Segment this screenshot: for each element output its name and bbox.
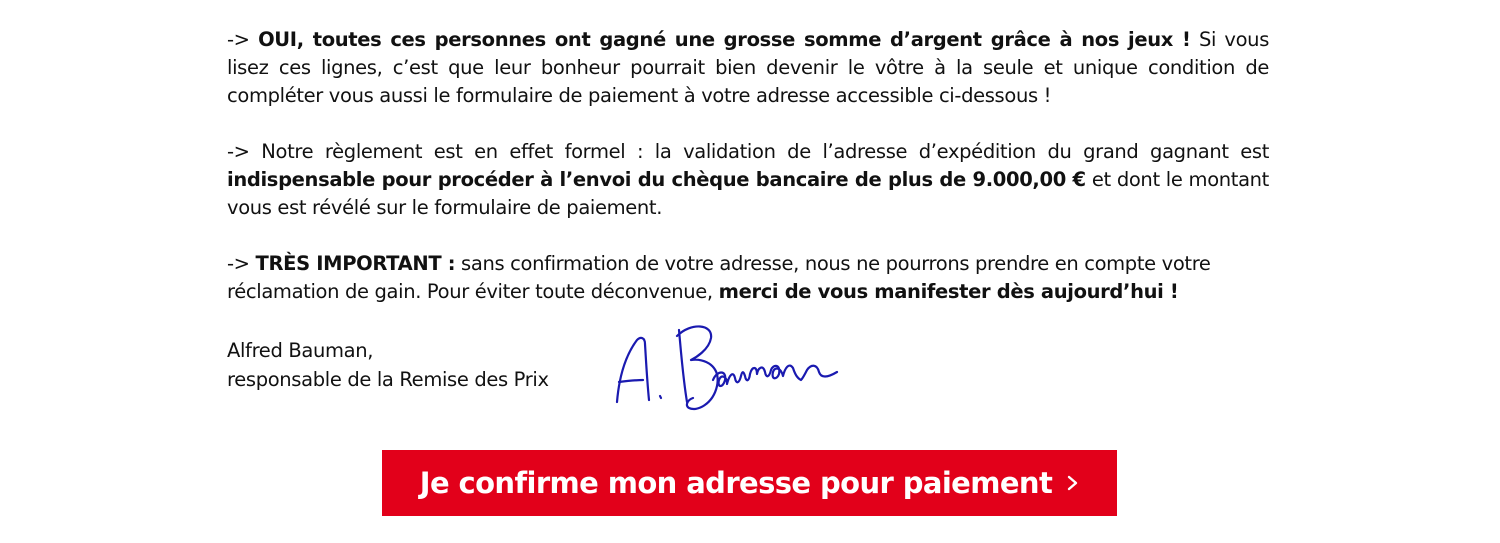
- paragraph-text: sans confirmation de votre adresse, nous ne pourrons prendre en compte votre réclamation de gain. Pour éviter toute déconvenue,: [227, 252, 1211, 303]
- paragraph-text: et dont le montant vous est révélé sur le formulaire de paiement.: [227, 168, 1269, 219]
- paragraph-important: [227, 250, 1269, 306]
- handwritten-signature: [605, 318, 850, 418]
- paragraph-rules: [227, 138, 1269, 222]
- signer-title: responsable de la Remise des Prix: [227, 368, 549, 391]
- paragraph-text: Si vous lisez ces lignes, c’est que leur bonheur pourrait bien devenir le vôtre à la seule et unique condition de compléter vous aussi le formulaire de paiement à votre adresse accessible ci-dessous !: [227, 28, 1269, 107]
- paragraph-emphasis: TRÈS IMPORTANT :: [255, 252, 456, 275]
- confirm-address-button-label: Je confirme mon adresse pour paiement: [419, 466, 1053, 500]
- confirm-address-button[interactable]: [382, 450, 1117, 516]
- chevron-right-icon: [1066, 474, 1079, 492]
- signer-name: Alfred Bauman,: [227, 339, 374, 362]
- paragraph-emphasis: merci de vous manifester dès aujourd’hui !: [718, 280, 1179, 303]
- arrow-marker: ->: [227, 252, 250, 275]
- signer-block: [227, 336, 549, 394]
- arrow-marker: ->: [227, 140, 250, 163]
- paragraph-emphasis: OUI, toutes ces personnes ont gagné une grosse somme d’argent grâce à nos jeux !: [258, 28, 1191, 51]
- paragraph-winners: [227, 26, 1269, 110]
- paragraph-text: Notre règlement est en effet formel : la validation de l’adresse d’expédition du grand gagnant est: [261, 140, 1269, 163]
- paragraph-emphasis: indispensable pour procéder à l’envoi du chèque bancaire de plus de 9.000,00 €: [227, 168, 1086, 191]
- letter-body: [227, 26, 1269, 334]
- arrow-marker: ->: [227, 28, 250, 51]
